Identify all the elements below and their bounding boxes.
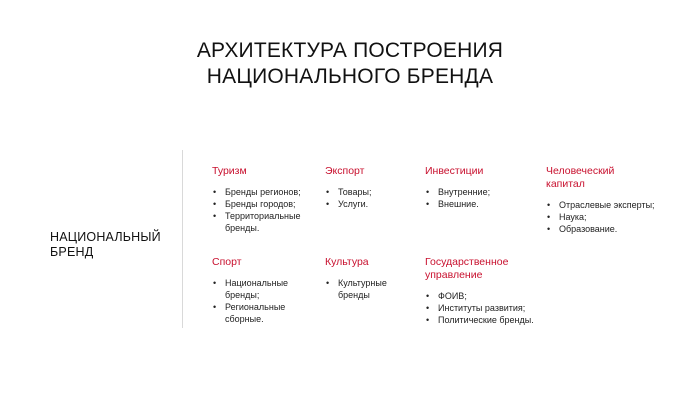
block-export-title: Экспорт bbox=[325, 165, 365, 177]
block-sport bbox=[212, 256, 322, 325]
page-title bbox=[0, 38, 700, 90]
list-item: • Образование. bbox=[546, 223, 656, 235]
list-item: • Бренды городов; bbox=[212, 198, 322, 210]
block-tourism-title: Туризм bbox=[212, 165, 247, 177]
list-item: • Внутренние; bbox=[425, 186, 535, 198]
list-item: • Политические бренды. bbox=[425, 314, 535, 326]
page-title-line-2: НАЦИОНАЛЬНОГО БРЕНДА bbox=[206, 65, 494, 88]
block-investments-title: Инвестиции bbox=[425, 165, 484, 177]
list-item: • Товары; bbox=[325, 186, 415, 198]
national-brand-label-line-2: БРЕНД bbox=[50, 245, 94, 259]
block-human-capital-title: Человеческий капитал bbox=[546, 165, 615, 190]
block-government-list bbox=[425, 290, 535, 326]
block-culture bbox=[325, 256, 415, 301]
national-brand-label bbox=[50, 230, 175, 260]
list-item: • Бренды регионов; bbox=[212, 186, 322, 198]
list-item: • Культурные бренды bbox=[325, 277, 415, 301]
list-item: • Внешние. bbox=[425, 198, 535, 210]
list-item: • Институты развития; bbox=[425, 302, 535, 314]
block-culture-title: Культура bbox=[325, 256, 369, 268]
block-human-capital bbox=[546, 165, 656, 235]
list-item: • Территориальные бренды. bbox=[212, 210, 322, 234]
block-government-title: Государственное управление bbox=[425, 256, 509, 281]
block-export-list bbox=[325, 186, 415, 210]
block-human-capital-list bbox=[546, 199, 656, 235]
national-brand-label-line-1: НАЦИОНАЛЬНЫЙ bbox=[50, 230, 161, 244]
block-export bbox=[325, 165, 415, 210]
list-item: • Услуги. bbox=[325, 198, 415, 210]
block-tourism-list bbox=[212, 186, 322, 234]
block-sport-title: Спорт bbox=[212, 256, 242, 268]
page-title-line-1: АРХИТЕКТУРА ПОСТРОЕНИЯ bbox=[196, 39, 504, 62]
vertical-divider bbox=[182, 150, 183, 328]
list-item: • Региональные сборные. bbox=[212, 301, 322, 325]
block-investments-list bbox=[425, 186, 535, 210]
block-tourism bbox=[212, 165, 322, 234]
list-item: • Наука; bbox=[546, 211, 656, 223]
block-sport-list bbox=[212, 277, 322, 325]
block-investments bbox=[425, 165, 535, 210]
block-government bbox=[425, 256, 535, 326]
list-item: • Национальные бренды; bbox=[212, 277, 322, 301]
block-culture-list bbox=[325, 277, 415, 301]
list-item: • Отраслевые эксперты; bbox=[546, 199, 656, 211]
list-item: • ФОИВ; bbox=[425, 290, 535, 302]
